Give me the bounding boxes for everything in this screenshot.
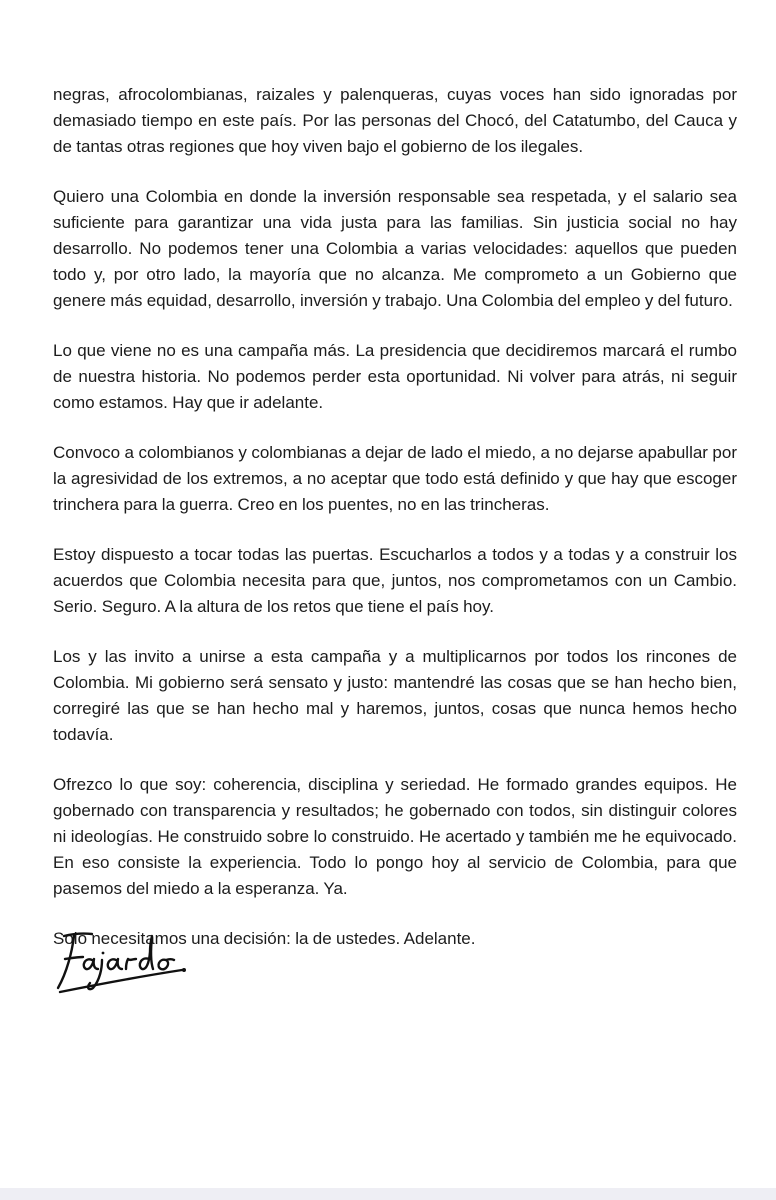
bottom-bar [0, 1188, 776, 1200]
signature [50, 928, 200, 998]
paragraph-4: Convoco a colombianos y colombianas a dejar de lado el miedo, a no dejarse apabullar por la agresividad de los extremos, a no aceptar que todo está definido y que hay que escoger trinchera para la guerra. Creo en los puentes, no en las trincheras. [53, 443, 737, 514]
letter-body [53, 82, 737, 976]
paragraph-8: Solo necesitamos una decisión: la de ustedes. Adelante. [53, 929, 476, 948]
paragraph-3: Lo que viene no es una campaña más. La presidencia que decidiremos marcará el rumbo de nuestra historia. No podemos perder esta oportunidad. Ni volver para atrás, ni seguir como estamos. Hay que ir adelante. [53, 341, 737, 412]
paragraph-7: Ofrezco lo que soy: coherencia, disciplina y seriedad. He formado grandes equipos. He gobernado con transparencia y resultados; he gobernado con todos, sin distinguir colores ni ideologías. He construido sobre lo construido. He acertado y también me he equivocado. En eso consiste la experiencia. Todo lo pongo hoy al servicio de Colombia, para que pasemos del miedo a la esperanza. Ya. [53, 775, 737, 898]
paragraph-6: Los y las invito a unirse a esta campaña y a multiplicarnos por todos los rincones de Colombia. Mi gobierno será sensato y justo: mantendré las cosas que se han hecho bien, corregiré las que se han hecho mal y haremos, juntos, cosas que nunca hemos hecho todavía. [53, 647, 737, 744]
paragraph-5: Estoy dispuesto a tocar todas las puertas. Escucharlos a todos y a todas y a construir los acuerdos que Colombia necesita para que, juntos, nos comprometamos con un Cambio. Serio. Seguro. A la altura de los retos que tiene el país hoy. [53, 545, 737, 616]
paragraph-1: negras, afrocolombianas, raizales y palenqueras, cuyas voces han sido ignoradas por demasiado tiempo en este país. Por las personas del Chocó, del Catatumbo, del Cauca y de tantas otras regiones que hoy viven bajo el gobierno de los ilegales. [53, 85, 737, 156]
paragraph-2: Quiero una Colombia en donde la inversión responsable sea respetada, y el salario sea suficiente para garantizar una vida justa para las familias. Sin justicia social no hay desarrollo. No podemos tener una Colombia a varias velocidades: aquellos que pueden todo y, por otro lado, la mayoría que no alcanza. Me comprometo a un Gobierno que genere más equidad, desarrollo, inversión y trabajo. Una Colombia del empleo y del futuro. [53, 187, 737, 310]
